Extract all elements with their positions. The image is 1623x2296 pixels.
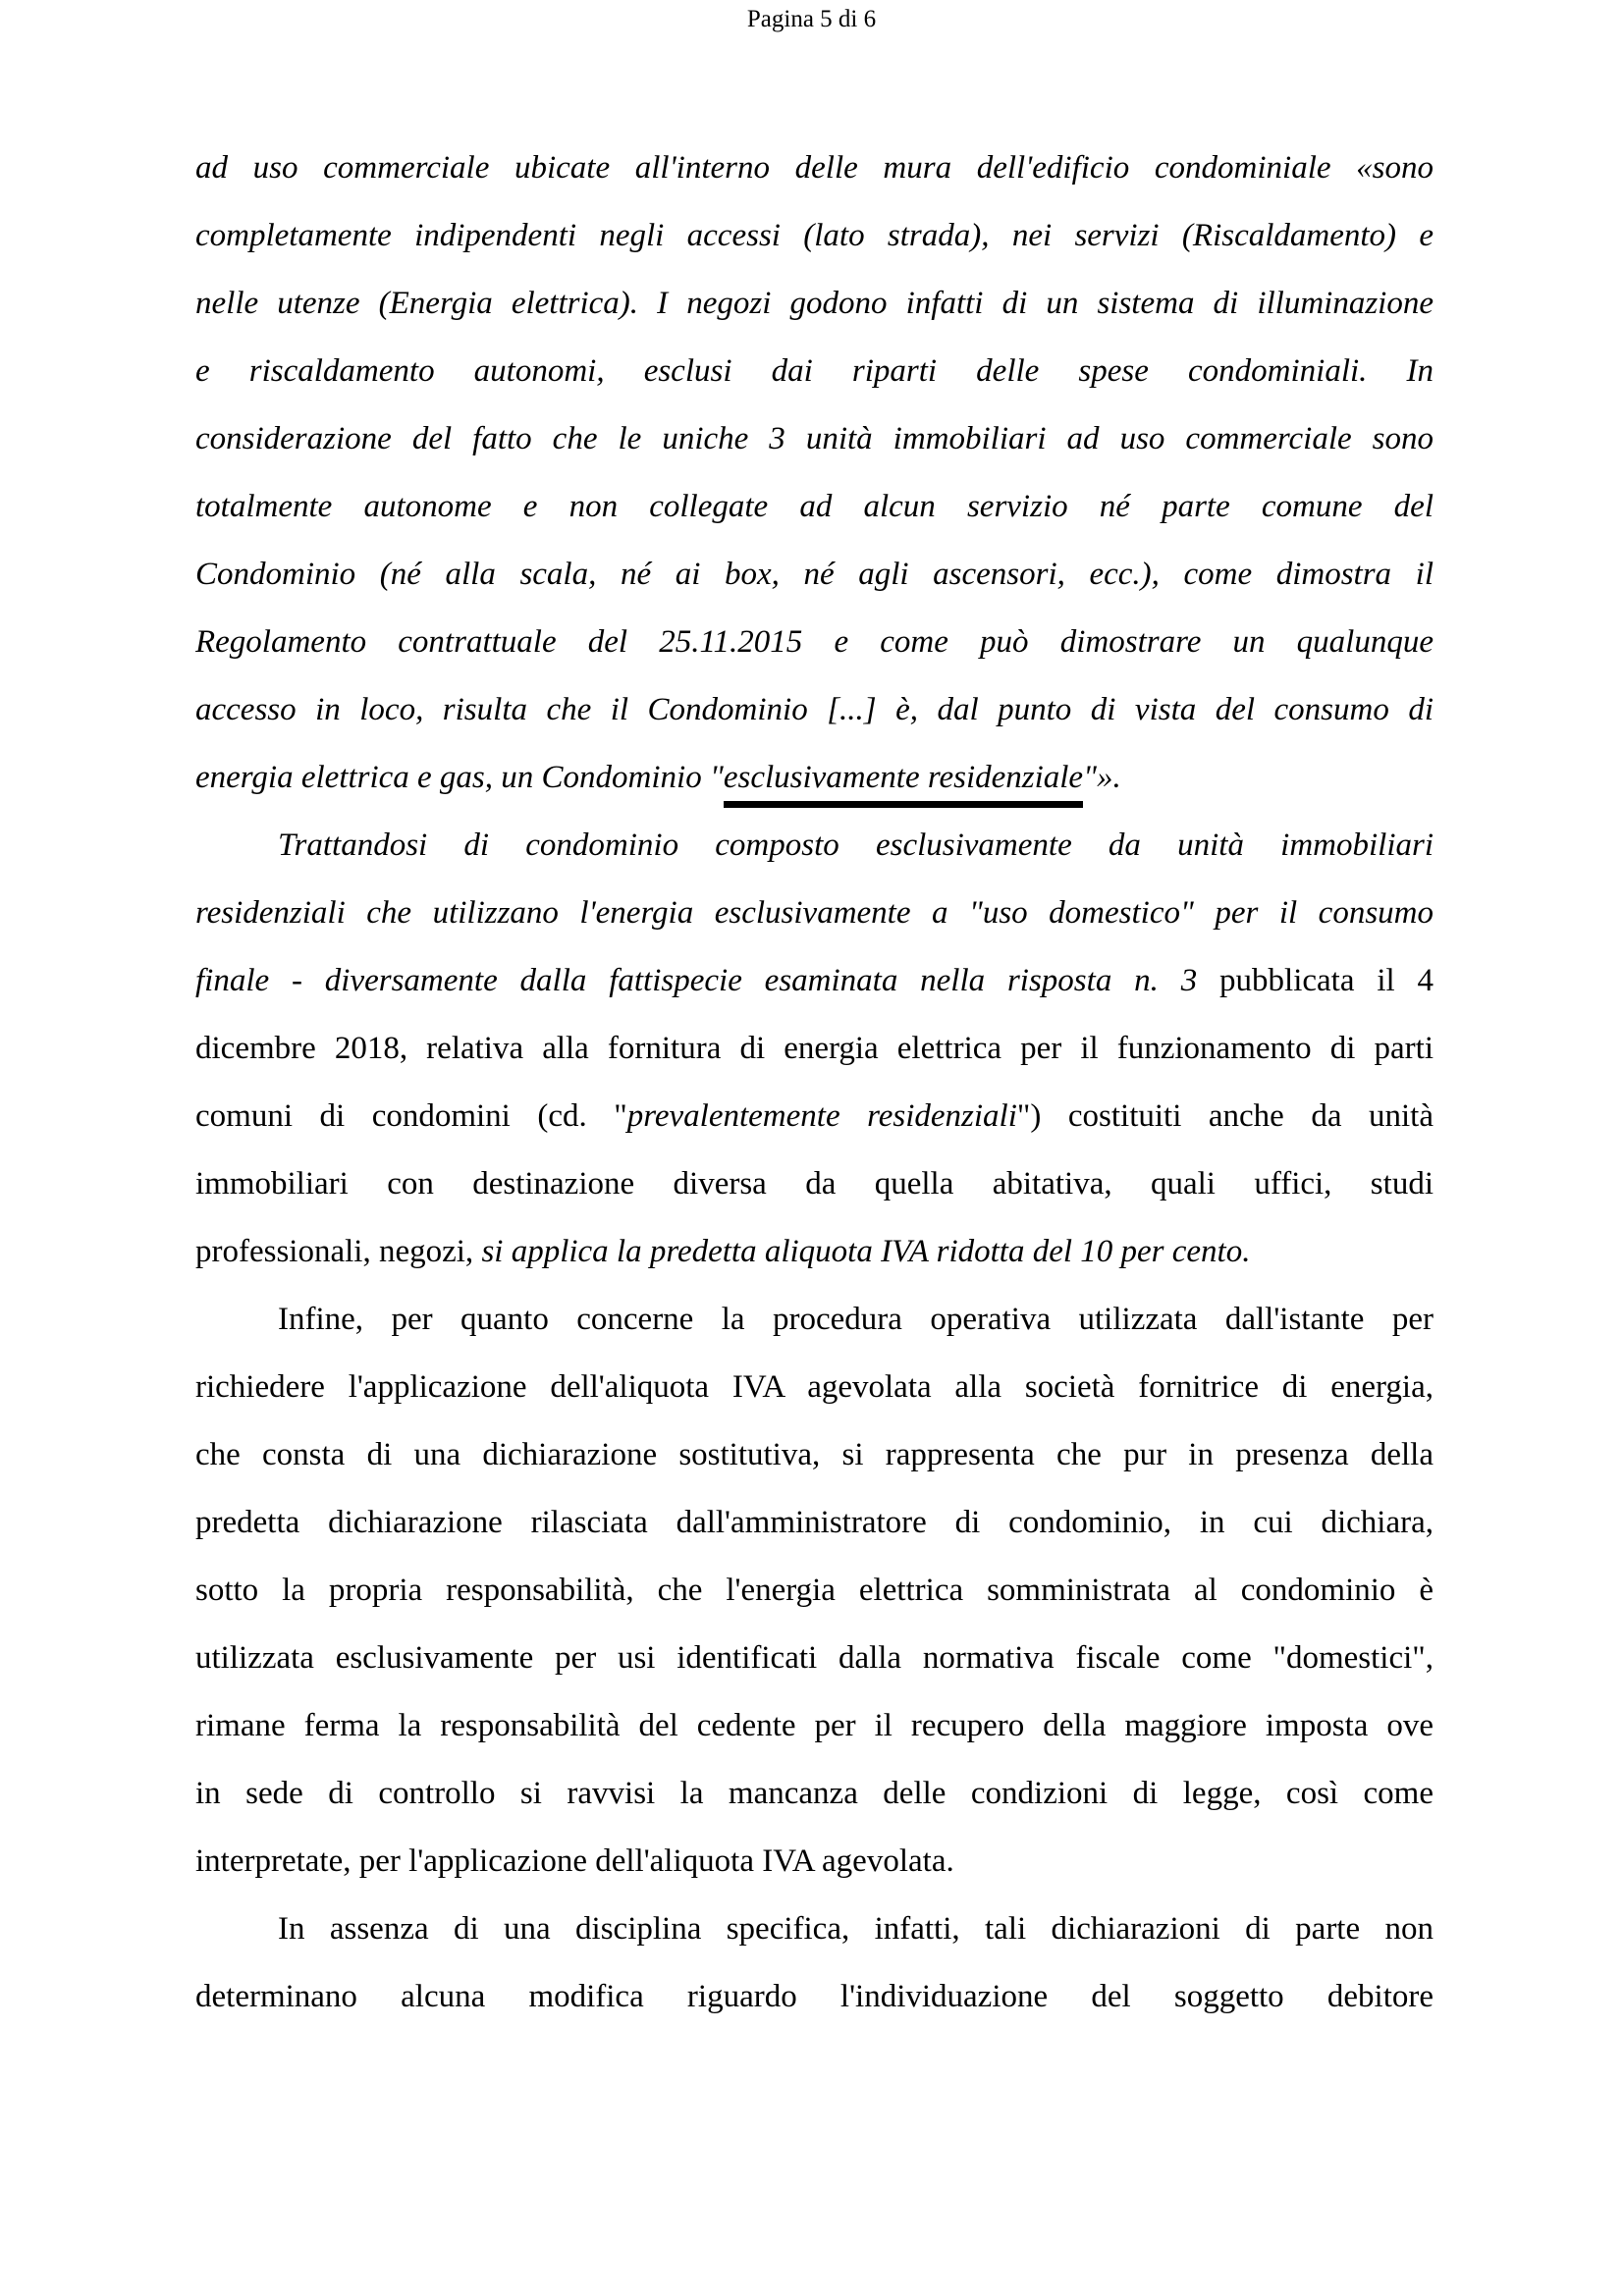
text-run: pubblicata il 4 — [1197, 963, 1434, 998]
text-run: e riscaldamento autonomi, esclusi dai riparti delle spese condominiali. In — [195, 353, 1434, 389]
text-run: professionali, negozi, — [195, 1234, 482, 1269]
text-line — [195, 1828, 1434, 1896]
text-line — [195, 1625, 1434, 1692]
text-line — [195, 880, 1434, 947]
text-line — [195, 405, 1434, 473]
text-line — [195, 744, 1434, 812]
text-run: utilizzata esclusivamente per usi identificati dalla normativa fiscale come "domestici", — [195, 1640, 1434, 1676]
text-run: predetta dichiarazione rilasciata dall'amministratore di condominio, in cui dichiara, — [195, 1505, 1434, 1540]
text-run: prevalentemente residenziali — [626, 1098, 1017, 1134]
text-line — [195, 812, 1434, 880]
text-run: nelle utenze (Energia elettrica). I negozi godono infatti di un sistema di illuminazione — [195, 286, 1434, 321]
text-run: finale - diversamente dalla fattispecie esaminata nella risposta n. 3 — [195, 963, 1198, 998]
text-line — [195, 134, 1434, 202]
text-line — [195, 1150, 1434, 1218]
text-line — [195, 1354, 1434, 1421]
text-run: totalmente autonome e non collegate ad alcun servizio né parte comune del — [195, 489, 1434, 524]
text-line — [195, 1760, 1434, 1828]
text-line — [195, 1421, 1434, 1489]
text-run: ad uso commerciale ubicate all'interno delle mura dell'edificio condominiale «sono — [195, 150, 1434, 186]
text-run: dicembre 2018, relativa alla fornitura di energia elettrica per il funzionamento di parti — [195, 1031, 1434, 1066]
text-run: accesso in loco, risulta che il Condominio [...] è, dal punto di vista del consumo di — [195, 692, 1434, 727]
text-run: considerazione del fatto che le uniche 3 unità immobiliari ad uso commerciale sono — [195, 421, 1434, 456]
text-run: completamente indipendenti negli accessi (lato strada), nei servizi (Riscaldamento) e — [195, 218, 1434, 253]
text-line — [195, 676, 1434, 744]
page-number-header: Pagina 5 di 6 — [746, 6, 877, 32]
text-run: richiedere l'applicazione dell'aliquota IVA agevolata alla società fornitrice di energia, — [195, 1369, 1434, 1405]
text-line — [195, 1692, 1434, 1760]
text-run: rimane ferma la responsabilità del cedente per il recupero della maggiore imposta ove — [195, 1708, 1434, 1743]
text-line — [195, 1015, 1434, 1083]
text-run: Regolamento contrattuale del 25.11.2015 e come può dimostrare un qualunque — [195, 624, 1434, 660]
text-line — [195, 541, 1434, 609]
text-line — [195, 1963, 1434, 2031]
text-run: immobiliari con destinazione diversa da quella abitativa, quali uffici, studi — [195, 1166, 1434, 1201]
text-run: sotto la propria responsabilità, che l'energia elettrica somministrata al condominio è — [195, 1573, 1434, 1608]
text-line — [195, 338, 1434, 405]
underlined-text-run: esclusivamente residenziale — [724, 760, 1083, 808]
text-line — [195, 1218, 1434, 1286]
text-line — [195, 202, 1434, 270]
text-line — [195, 1286, 1434, 1354]
text-run: "». — [1083, 760, 1121, 795]
text-run: comuni di condomini (cd. " — [195, 1098, 627, 1134]
text-line — [195, 1896, 1434, 1963]
text-line — [195, 947, 1434, 1015]
text-run: Condominio (né alla scala, né ai box, né agli ascensori, ecc.), come dimostra il — [195, 557, 1434, 592]
text-run: In assenza di una disciplina specifica, infatti, tali dichiarazioni di parte non — [278, 1911, 1434, 1947]
text-line — [195, 1083, 1434, 1150]
text-run: energia elettrica e gas, un Condominio " — [195, 760, 724, 795]
text-run: in sede di controllo si ravvisi la mancanza delle condizioni di legge, così come — [195, 1776, 1434, 1811]
text-run: ") costituiti anche da unità — [1016, 1098, 1434, 1134]
text-run: interpretate, per l'applicazione dell'aliquota IVA agevolata. — [195, 1843, 954, 1879]
text-run: determinano alcuna modifica riguardo l'individuazione del soggetto debitore — [195, 1979, 1434, 2014]
text-line — [195, 1557, 1434, 1625]
text-run: che consta di una dichiarazione sostitutiva, si rappresenta che pur in presenza della — [195, 1437, 1434, 1472]
text-line — [195, 1489, 1434, 1557]
text-run: Infine, per quanto concerne la procedura operativa utilizzata dall'istante per — [278, 1302, 1434, 1337]
text-line — [195, 609, 1434, 676]
text-run: Trattandosi di condominio composto esclusivamente da unità immobiliari — [278, 828, 1434, 863]
text-run: residenziali che utilizzano l'energia esclusivamente a "uso domestico" per il consumo — [195, 895, 1434, 931]
document-body — [195, 134, 1434, 2031]
text-line — [195, 473, 1434, 541]
text-line — [195, 270, 1434, 338]
text-run: si applica la predetta aliquota IVA ridotta del 10 per cento. — [481, 1234, 1251, 1269]
